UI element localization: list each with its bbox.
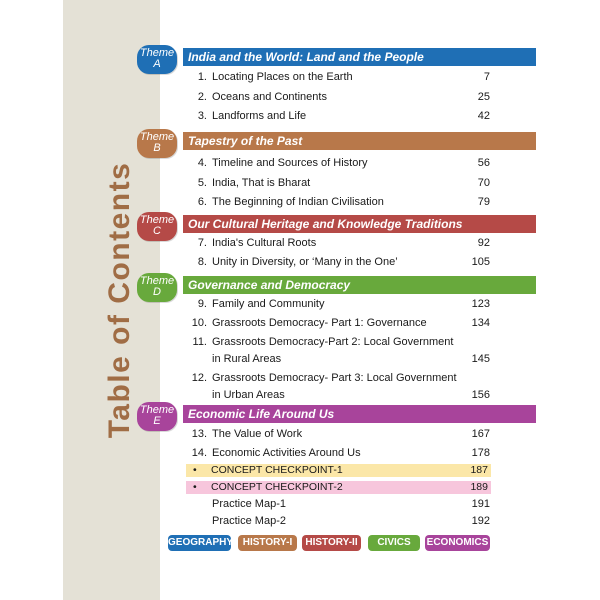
- entry-title: Oceans and Continents: [212, 91, 327, 103]
- theme-letter: B: [153, 142, 161, 154]
- entry-page: 92: [477, 237, 490, 249]
- entry-page: 178: [471, 447, 490, 459]
- entry-title: Grassroots Democracy- Part 1: Governance: [212, 317, 427, 329]
- page-title: Table of Contents: [103, 161, 136, 439]
- entry-title: Practice Map-1: [212, 498, 286, 510]
- concept-checkpoint-2[interactable]: [186, 481, 491, 494]
- theme-c-title: Our Cultural Heritage and Knowledge Traditions: [183, 215, 536, 233]
- entry-title: Family and Community: [212, 298, 325, 310]
- legend-economics: ECONOMICS: [425, 535, 490, 551]
- entry-title: Locating Places on the Earth: [212, 71, 353, 83]
- entry-page: 105: [471, 256, 490, 268]
- entry-number: 12.: [191, 372, 207, 384]
- entry-number: 3.: [197, 110, 207, 122]
- theme-a-badge: [137, 45, 177, 74]
- entry-title: Practice Map-2: [212, 515, 286, 527]
- checkpoint-title: CONCEPT CHECKPOINT-2: [211, 481, 343, 493]
- bullet: •: [193, 464, 197, 476]
- entry-title: India's Cultural Roots: [212, 237, 317, 249]
- entry-title: Grassroots Democracy- Part 3: Local Government in Urban Areas: [212, 372, 457, 401]
- entry-number: 6.: [197, 196, 207, 208]
- entry-title: Economic Activities Around Us: [212, 447, 361, 459]
- bullet: •: [193, 481, 197, 493]
- entry-number: 14.: [191, 447, 207, 459]
- entry-page: 7: [483, 71, 490, 83]
- entry-page: 191: [471, 498, 490, 510]
- entry-number: 8.: [197, 256, 207, 268]
- entry-number: 9.: [197, 298, 207, 310]
- entry-page: 156: [471, 389, 490, 401]
- concept-checkpoint-1[interactable]: [186, 464, 491, 477]
- checkpoint-title: CONCEPT CHECKPOINT-1: [211, 464, 343, 476]
- entry-number: 1.: [197, 71, 207, 83]
- theme-d-title: Governance and Democracy: [183, 276, 536, 294]
- entry-page: 123: [471, 298, 490, 310]
- theme-b-badge: [137, 129, 177, 158]
- theme-d-badge: [137, 273, 177, 302]
- entry-page: 134: [471, 317, 490, 329]
- theme-label: Theme: [139, 275, 175, 287]
- entry-page: 70: [477, 177, 490, 189]
- entry-number: 10.: [191, 317, 207, 329]
- theme-letter: D: [153, 286, 161, 298]
- entry-number: 11.: [192, 336, 207, 348]
- entry-number: 13.: [191, 428, 207, 440]
- theme-label: Theme: [139, 404, 175, 416]
- legend-history-i: HISTORY-I: [238, 535, 297, 551]
- entry-title: The Value of Work: [212, 428, 303, 440]
- theme-label: Theme: [139, 47, 175, 59]
- theme-letter: C: [153, 225, 161, 237]
- entry-title: Landforms and Life: [212, 110, 307, 122]
- entry-title: India, That is Bharat: [212, 177, 311, 189]
- theme-b-title: Tapestry of the Past: [183, 132, 536, 150]
- entry-number: 5.: [197, 177, 207, 189]
- entry-page: 167: [471, 428, 490, 440]
- entry-page: 25: [477, 91, 490, 103]
- theme-letter: A: [153, 58, 161, 70]
- entry-number: 2.: [197, 91, 207, 103]
- entry-number: 4.: [197, 157, 207, 169]
- entry-title: The Beginning of Indian Civilisation: [212, 196, 384, 208]
- entry-number: 7.: [197, 237, 207, 249]
- entry-page: 56: [477, 157, 490, 169]
- theme-c-badge: [137, 212, 177, 241]
- legend-history-ii: HISTORY-II: [302, 535, 361, 551]
- entry-page: 145: [471, 353, 490, 365]
- theme-letter: E: [153, 415, 161, 427]
- theme-e-title: Economic Life Around Us: [183, 405, 536, 423]
- theme-label: Theme: [139, 131, 175, 143]
- theme-e-badge: [137, 402, 177, 431]
- legend-civics: CIVICS: [368, 535, 420, 551]
- entry-title: Grassroots Democracy-Part 2: Local Government in Rural Areas: [212, 336, 454, 365]
- theme-a-title: India and the World: Land and the People: [183, 48, 536, 66]
- entry-page: 79: [477, 196, 490, 208]
- checkpoint-page: 189: [470, 481, 488, 493]
- legend-geography: GEOGRAPHY: [168, 535, 231, 551]
- entry-page: 192: [471, 515, 490, 527]
- entry-page: 42: [477, 110, 490, 122]
- theme-label: Theme: [139, 214, 175, 226]
- entry-title: Timeline and Sources of History: [212, 157, 368, 169]
- entry-title: Unity in Diversity, or ‘Many in the One’: [212, 256, 398, 268]
- checkpoint-page: 187: [470, 464, 488, 476]
